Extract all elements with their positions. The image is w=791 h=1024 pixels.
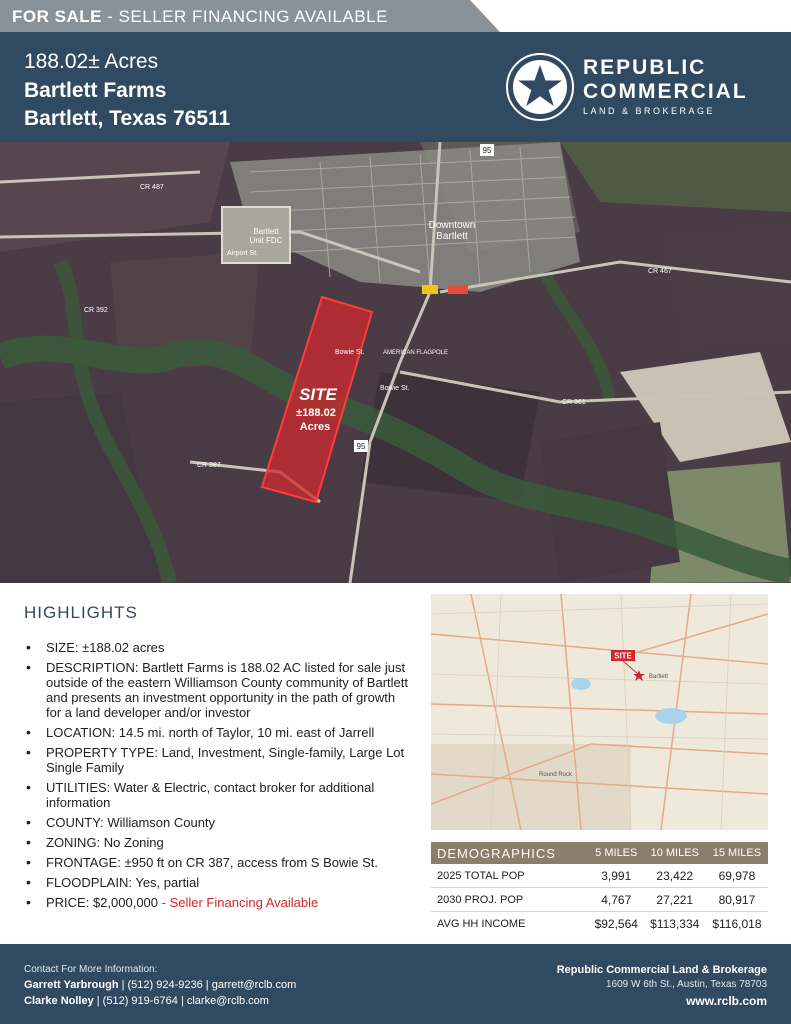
list-item: • ZONING: No Zoning [24,835,409,850]
locator-site-label: SITE [614,651,632,661]
logo-line3: LAND & BROKERAGE [583,106,716,116]
contact-1 [24,979,296,991]
header-city: Bartlett, Texas 76511 [24,107,231,130]
table-row [431,864,768,888]
contact-2-name: Clarke Nolley [24,995,94,1007]
footer [0,944,791,1024]
label-cr361: CR 361 [562,399,586,406]
label-unit-2: Unit FDC [249,236,283,245]
label-hwy95-mid: 95 [356,442,366,451]
logo-line1: REPUBLIC [583,56,707,79]
label-bowie-2: Bowie St. [380,385,410,392]
table-row [431,888,768,912]
table-cell: 80,917 [706,888,768,912]
contact-label: Contact For More Information: [24,964,158,975]
top-banner [0,0,791,32]
header-property-name: Bartlett Farms [24,79,167,102]
table-cell: 27,221 [644,888,706,912]
contact-2 [24,995,269,1007]
company-name: Republic Commercial Land & Brokerage [556,964,767,976]
list-item-price [24,895,409,910]
label-bowie: Bowie St. [335,349,365,356]
table-cell: 4,767 [589,888,644,912]
row-label: 2025 TOTAL POP [431,864,589,888]
for-sale-lead: FOR SALE [12,7,102,26]
table-cell: 69,978 [706,864,768,888]
table-row [431,912,768,936]
locator-town2: Round Rock [539,772,573,778]
table-cell: $92,564 [594,916,638,931]
contact-1-details[interactable]: | (512) 924-9236 | garrett@rclb.com [118,979,297,991]
label-downtown-1: Downtown [428,220,476,231]
for-sale-text [12,7,388,27]
contact-1-name: Garrett Yarbrough [24,979,119,991]
aerial-map [0,142,791,583]
demographics-title: DEMOGRAPHICS [431,842,589,864]
label-american-flagpole: AMERICAN FLAGPOLE [383,350,449,356]
column-header: 15 MILES [706,842,768,864]
list-item: • PROPERTY TYPE: Land, Investment, Single-family, Large Lot Single Family [24,745,409,775]
site-unit-label: Acres [299,421,331,433]
list-item: • UTILITIES: Water & Electric, contact broker for additional information [24,780,409,810]
label-unit-1: Bartlett [253,227,279,236]
list-item-floodplain: • FLOODPLAIN: Yes, partial [24,875,409,890]
column-header: 5 MILES [589,842,644,864]
site-title-label: SITE [299,385,337,404]
table-cell: 3,991 [589,864,644,888]
list-item: • COUNTY: Williamson County [24,815,409,830]
label-cr392: CR 392 [84,307,108,314]
for-sale-rest: - SELLER FINANCING AVAILABLE [101,7,388,26]
site-acres-label: ±188.02 [296,407,336,419]
table-cell: 23,422 [644,864,706,888]
highlights-title: HIGHLIGHTS [24,603,138,622]
label-hwy95-top: 95 [482,146,492,155]
list-item: • DESCRIPTION: Bartlett Farms is 188.02 AC listed for sale just outside of the eastern Williamson County community of Bartlett and presents an investment opportunity in the path of growth for a land developer and/or investor [24,660,409,720]
demographics-table [431,842,768,935]
label-cr487: CR 487 [140,184,164,191]
table-cell: $116,018 [712,916,762,931]
highlights-list [24,640,409,915]
column-header: 10 MILES [644,842,706,864]
label-downtown-2: Bartlett [436,231,468,242]
price-value: PRICE: $2,000,000 [46,895,159,910]
table-cell: $113,334 [650,916,700,931]
list-item: • SIZE: ±188.02 acres [24,640,409,655]
demographics-header-row [431,842,768,864]
label-cr387: CR 387 [197,462,221,469]
list-item: • LOCATION: 14.5 mi. north of Taylor, 10 mi. east of Jarrell [24,725,409,740]
contact-2-details[interactable]: | (512) 919-6764 | clarke@rclb.com [93,995,269,1007]
row-label: AVG HH INCOME [437,917,526,930]
header-acres: 188.02± Acres [24,50,159,73]
company-address: 1609 W 6th St., Austin, Texas 78703 [605,979,767,990]
locator-town1: Bartlett [649,674,669,680]
logo-line2: COMMERCIAL [583,80,748,103]
website-link[interactable]: www.rclb.com [686,994,767,1008]
label-airport: Airport St. [227,250,259,257]
locator-map [431,594,768,830]
star-icon [505,52,575,122]
row-label: 2030 PROJ. POP [431,888,589,912]
label-cr467: CR 467 [648,268,672,275]
price-note: - Seller Financing Available [158,895,319,910]
header [0,32,791,142]
list-item: • FRONTAGE: ±950 ft on CR 387, access from S Bowie St. [24,855,409,870]
